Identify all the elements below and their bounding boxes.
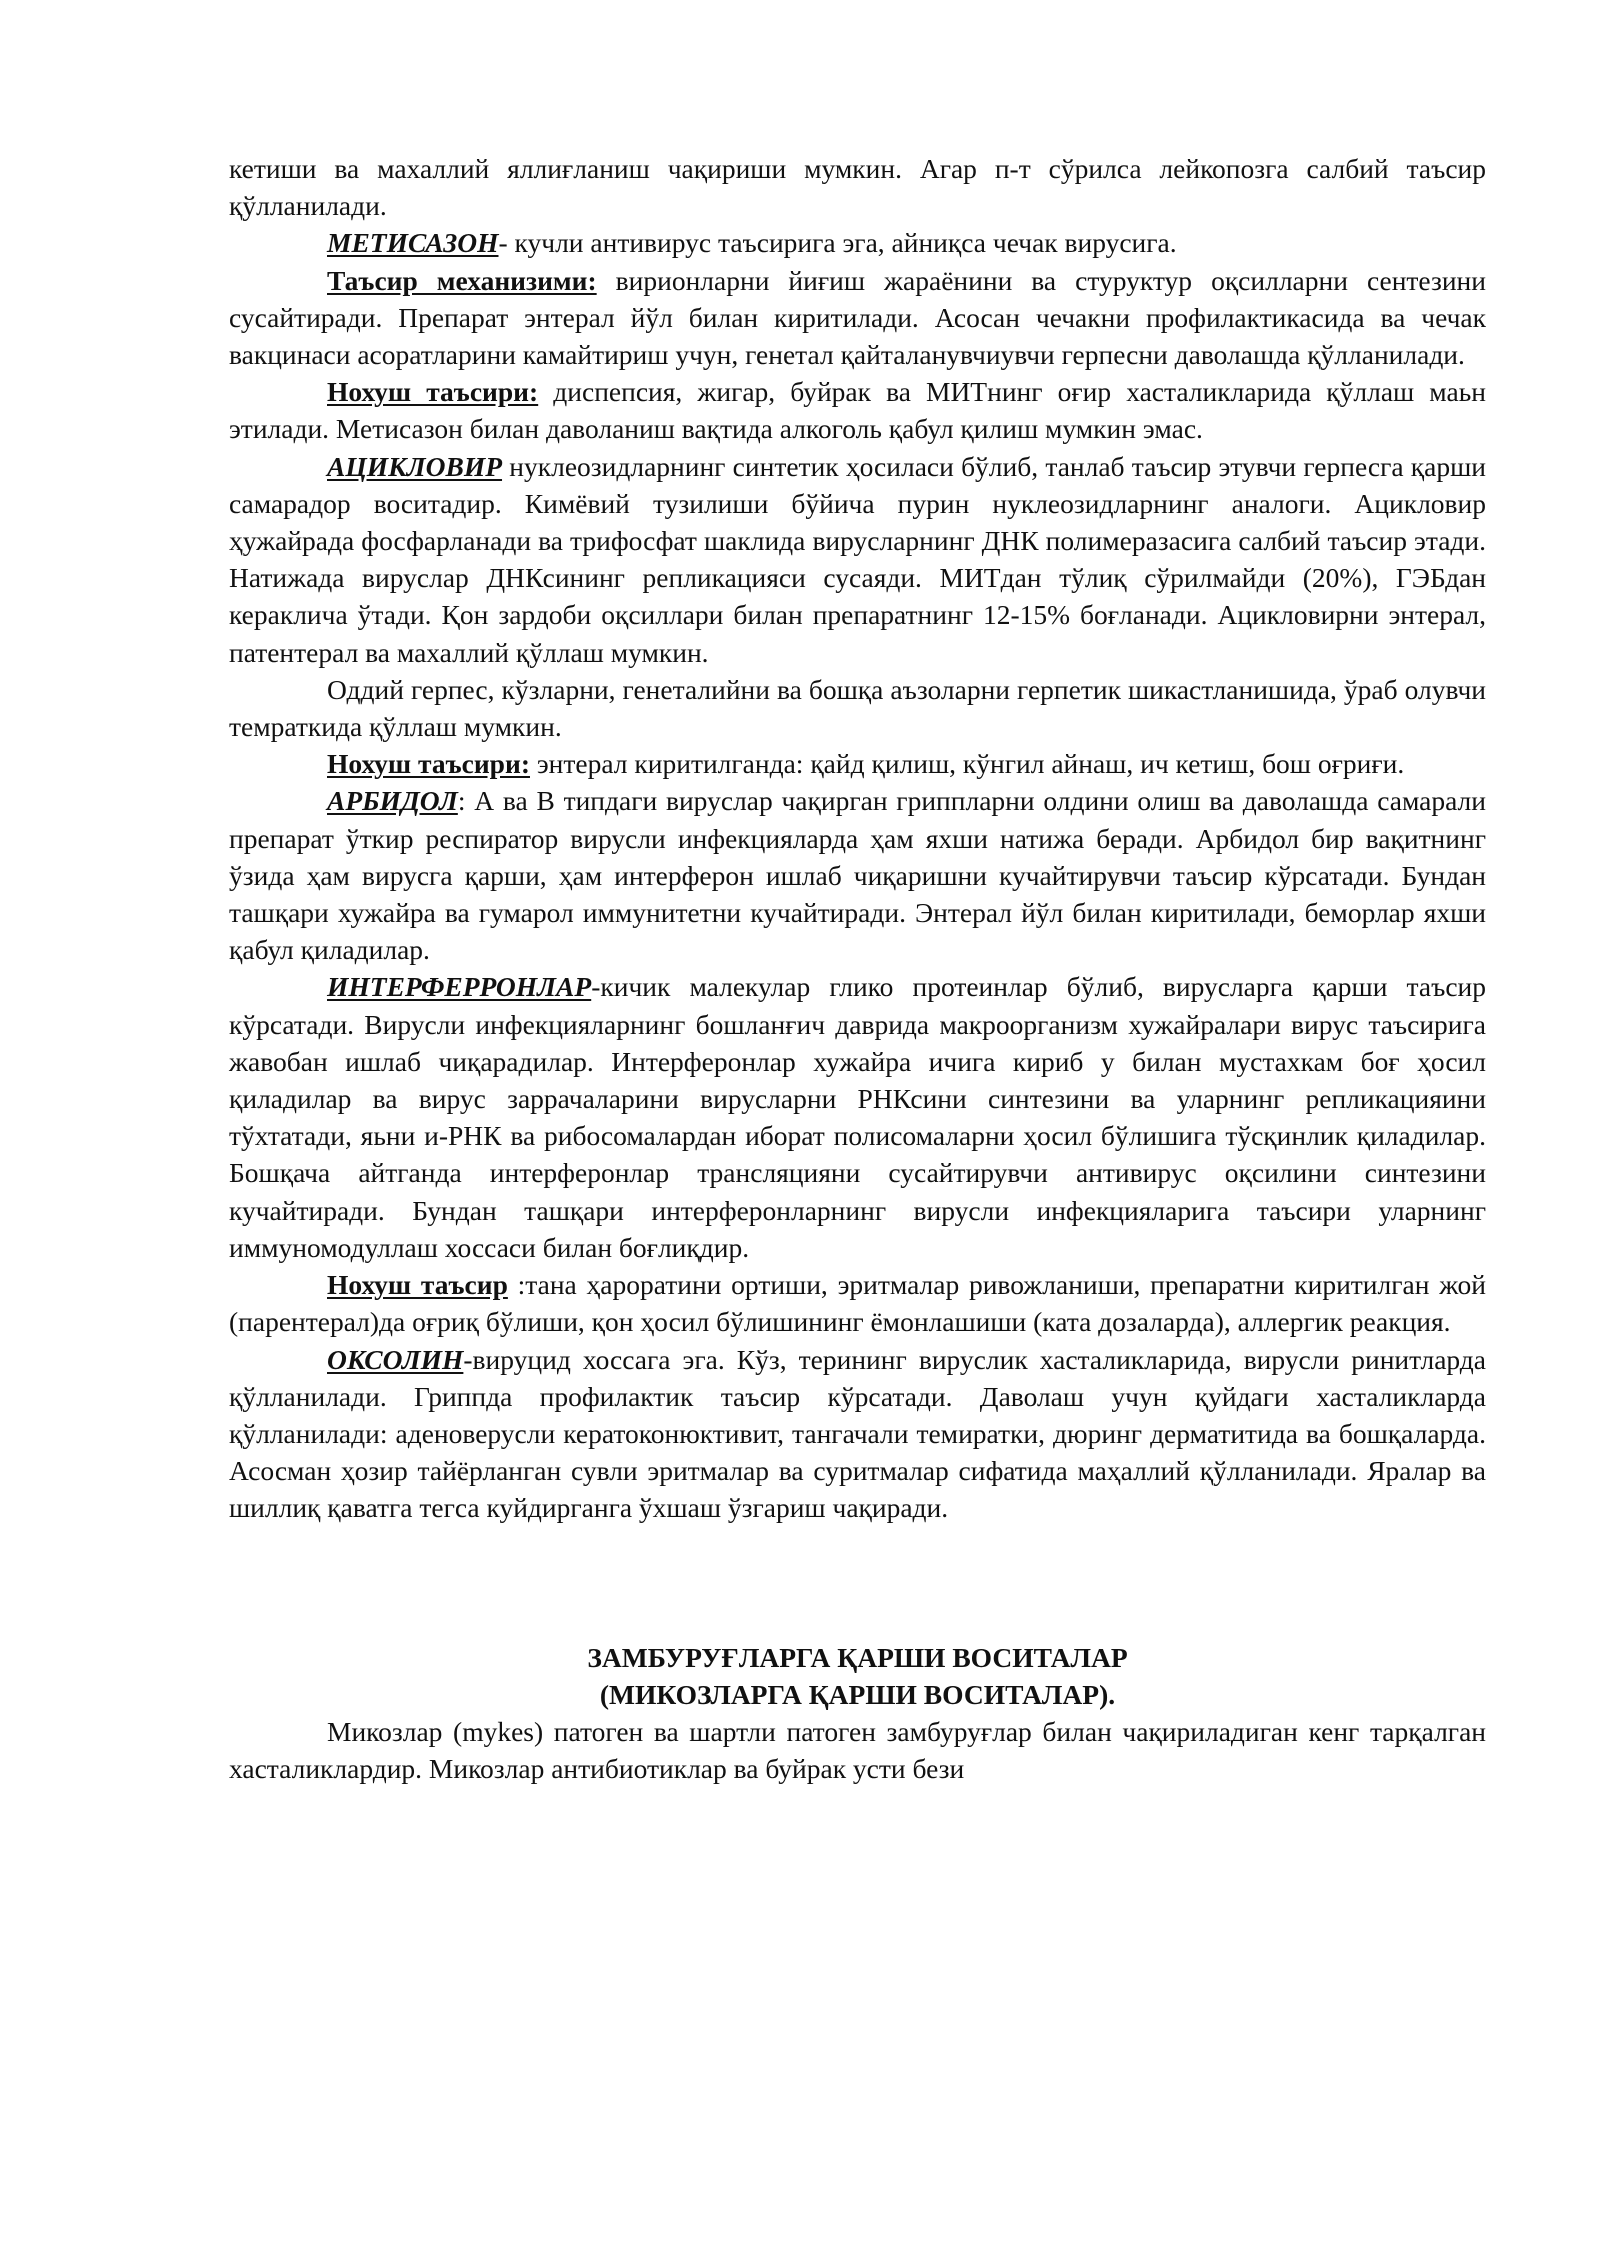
acyclovir-term: АЦИКЛОВИР [327,450,503,482]
continuation-text: кетиши ва махаллий яллиғланиш чақириши мумкин. Агар п-т сўрилса лейкопозга салбий таъсир қўлланилади. [229,153,1486,222]
interferons-side-effects-label: Нохуш таъсир [327,1269,508,1301]
section-spacer [229,1527,1486,1639]
interferons-side-effects-paragraph [229,1266,1486,1340]
oxolin-intro: -вируцид хоссага эга. Кўз, терининг вируслик хасталикларида, вирусли ринитларда қўлланилади. Гриппда профилактик таъсир кўрсатади. Даволаш учун қуйдаги хасталикларда қўлланилади: аденоверусли кератоконюктивит, тангачали темиратки, дюринг дерматитида ва бошқаларда. Асосман ҳозир тайёрланган сувли эритмалар ва суритмалар сифатида маҳаллий қўлланилади. Яралар ва шиллиқ қаватга тегса куйдирганга ўхшаш ўзгариш чақиради. [229,1343,1486,1524]
arbidol-intro: : А ва В типдаги вируслар чақирган гриппларни олдини олиш ва даволашда самарали препарат ўткир респиратор вирусли инфекцияларда ҳам яхши натижа беради. Арбидол бир вақитнинг ўзида ҳам вирусга қарши, ҳам интерферон ишлаб чиқаришни кучайтирувчи таъсир кўрсатади. Бундан ташқари хужайра ва гумарол иммунитетни кучайтиради. Энтерал йўл билан киритилади, беморлар яхши қабул қиладилар. [229,785,1486,966]
document-page [229,150,1486,1787]
acyclovir-usage-text: Оддий герпес, кўзларни, генеталийни ва бошқа аъзоларни герпетик шикастланишида, ўраб олувчи темраткида қўллаш мумкин. [229,673,1486,743]
interferons-term: ИНТЕРФЕРРОНЛАР [327,971,592,1003]
acyclovir-usage-paragraph [229,671,1486,745]
interferons-intro: -кичик малекулар глико протеинлар бўлиб, вирусларга қарши таъсир кўрсатади. Вирусли инфекцияларнинг бошланғич даврида макроорганизм хужайралари вирус таъсирига жавобан ишлаб чиқарадилар. Интерферонлар хужайра ичига кириб у билан мустахкам боғ ҳосил қиладилар ва вирус заррачаларини вирусларни РНКсини синтезини ва уларнинг репликацияини тўхтатади, яьни и-РНК ва рибосомалардан иборат полисомаларни ҳосил бўлишига тўсқинлик қиладилар. Бошқача айтганда интерферонлар трансляцияни сусайтирувчи антивирус оқсилини синтезини кучайтиради. Бундан ташқари интерферонларнинг вирусли инфекцияларига таъсири уларнинг иммуномодуллаш хоссаси билан боғлиқдир. [229,971,1486,1263]
acyclovir-side-effects-label: Нохуш таъсири: [327,748,530,780]
acyclovir-side-effects-text: энтерал киритилганда: қайд қилиш, кўнгил айнаш, ич кетиш, бош оғриғи. [529,748,1405,780]
metisazon-side-effects-paragraph [229,373,1486,447]
mycoses-intro-text: Микозлар (mykes) патоген ва шартли патоген замбуруғлар билан чақириладиган кенг тарқалган хасталиклардир. Микозлар антибиотиклар ва буйрак усти бези [229,1715,1486,1785]
metisazon-mechanism-text: вирионларни йиғиш жараёнини ва стуруктур оқсилларни сентезини сусайтиради. Препарат энтерал йўл билан киритилади. Асосан чечакни профилактикасида ва чечак вакцинаси асоратларини камайтириш учун, генетал қайталанувчиувчи герпесни даволашда қўлланилади. [229,264,1486,371]
oxolin-term: ОКСОЛИН [327,1343,464,1375]
oxolin-paragraph [229,1341,1486,1527]
interferons-side-effects-text: :тана ҳароратини ортиши, эритмалар ривожланиши, препаратни киритилган жой (парентерал)да оғриқ бўлиши, қон ҳосил бўлишининг ёмонлашиши (ката дозаларда), аллергик реакция. [229,1269,1486,1338]
arbidol-paragraph [229,782,1486,968]
metisazon-intro: - кучли антивирус таъсирига эга, айниқса чечак вирусига. [498,227,1177,259]
mycoses-intro-paragraph [229,1713,1486,1787]
interferons-paragraph [229,968,1486,1266]
continuation-paragraph [229,150,1486,224]
acyclovir-intro: нуклеозидларнинг синтетик ҳосиласи бўлиб, танлаб таъсир этувчи герпесга қарши самарадор воситадир. Кимёвий тузилиши бўйича пурин нуклеозидларнинг аналоги. Ацикловир ҳужайрада фосфарланади ва трифосфат шаклида вирусларнинг ДНК полимеразасига салбий таъсир этади. Натижада вируслар ДНКсининг репликацияси сусаяди. МИТдан тўлиқ сўрилмайди (20%), ГЭБдан кераклича ўтади. Қон зардоби оқсиллари билан препаратнинг 12-15% боғланади. Ацикловирни энтерал, патентерал ва махаллий қўллаш мумкин. [229,450,1486,668]
metisazon-term: МЕТИСАЗОН [327,227,499,259]
metisazon-paragraph [229,224,1486,261]
metisazon-mechanism-paragraph [229,262,1486,374]
metisazon-side-effects-text: диспепсия, жигар, буйрак ва МИТнинг оғир хасталикларида қўллаш маьн этилади. Метисазон билан даволаниш вақтида алкоголь қабул қилиш мумкин эмас. [229,376,1486,445]
metisazon-side-effects-label: Нохуш таъсири: [327,376,539,408]
section-heading-line-1: ЗАМБУРУҒЛАРГА ҚАРШИ ВОСИТАЛАР [587,1641,1128,1673]
arbidol-term: АРБИДОЛ [327,785,458,817]
metisazon-mechanism-label: Таъсир механизими: [327,264,597,296]
acyclovir-side-effects-paragraph [229,745,1486,782]
acyclovir-paragraph [229,448,1486,671]
section-heading-line-2: (МИКОЗЛАРГА ҚАРШИ ВОСИТАЛАР). [599,1678,1116,1710]
